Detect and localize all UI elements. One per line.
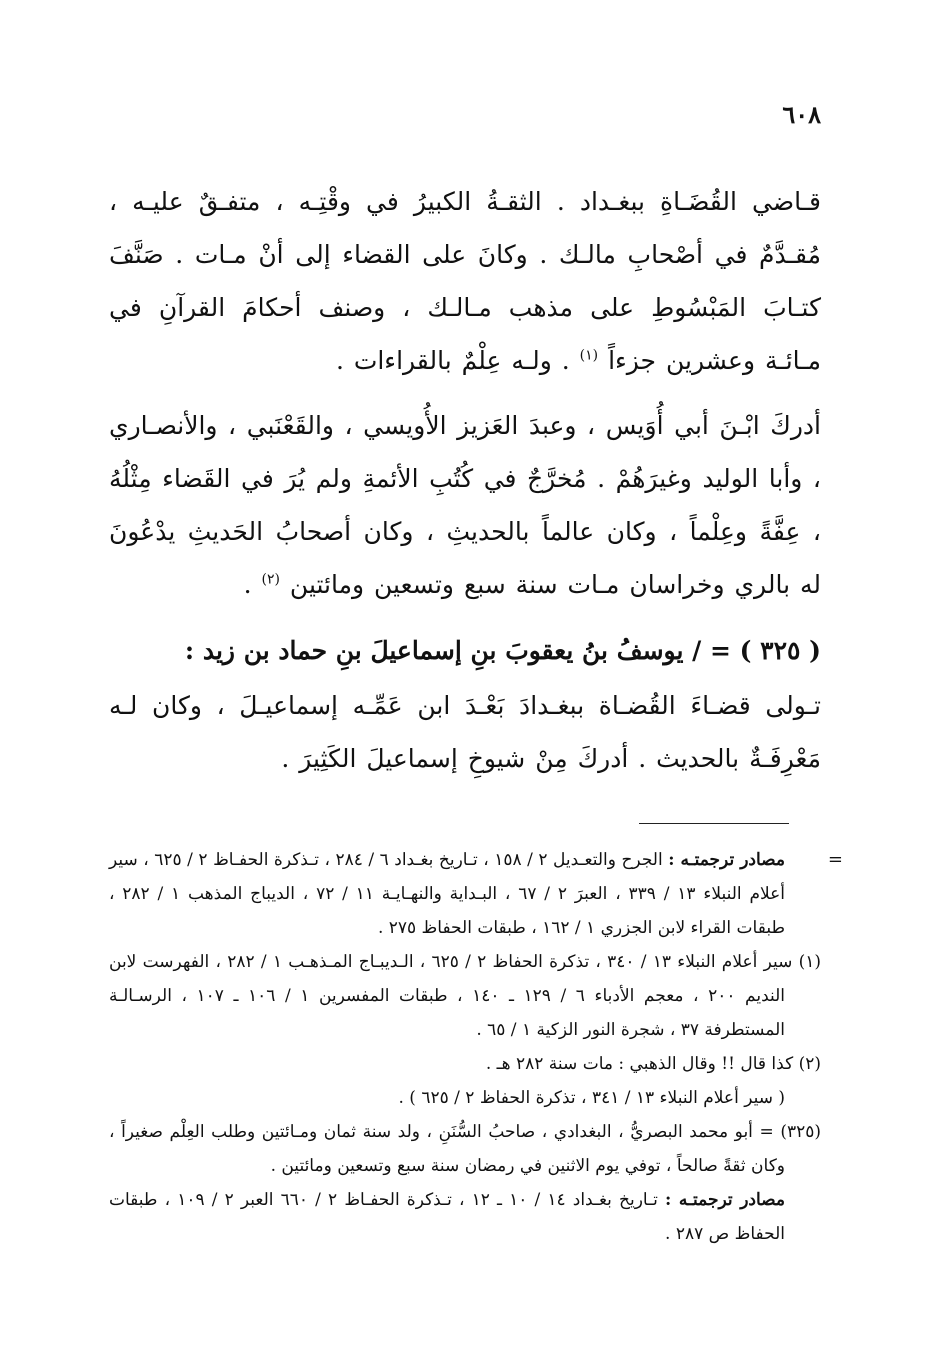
continuation-mark: = (827, 849, 843, 870)
footnote-1 (109, 945, 821, 1047)
footnotes (109, 843, 843, 1251)
paragraph-text: قـاضي القُضَـاةِ ببغـداد . الثقـةُ الكبيرُ في وقْتِـه ، متفـقٌ عليـه ، مُقـدَّمٌ في أصْحابِ مالـك . وكانَ على القضاء إلى أنْ مـات . صَنَّفَ كتـابَ المَبْسُوطِ على مذهب مـالـك ، وصنف أحكامَ القرآنِ في مـائـة وعشرين جزءاً (109, 187, 821, 375)
sources-label: مصادر ترجمتـه : (664, 1190, 786, 1210)
footnote-text: كذا قال !! وقال الذهبي : مات سنة ٢٨٢ هـ . (485, 1054, 799, 1074)
sources-text: الجرح والتعـديل ٢ / ١٥٨ ، تـاريخ بغـداد ٦ / ٢٨٤ ، تـذكرة الحفـاظ ٢ / ٦٢٥ ، سير أعلام النبلاء ١٣ / ٣٣٩ ، العبرَ ٢ / ٦٧ ، البـداية والنهـايـة ١١ / ٧٢ ، الديباج المذهب ١ / ٢٨٢ ، طبقات القراء لابن الجزري ١ / ١٦٢ ، طبقات الحفاظ ٢٧٥ . (109, 850, 785, 938)
paragraph-biography-continued (109, 175, 821, 387)
footnote-text: سير أعلام النبلاء ١٣ / ٣٤٠ ، تذكرة الحفاظ ٢ / ٦٢٥ ، الـديبـاج المـذهـب ١ / ٢٨٢ ، الفهرست لابن النديم ٢٠٠ ، معجم الأدباء ٦ / ١٢٩ ـ ١٤٠ ، طبقات المفسرين ١ / ١٠٦ ـ ١٠٧ ، الرسـالـة المستطرفة ٣٧ ، شجرة النور الزكية ١ / ٦٥ . (109, 952, 799, 1040)
paragraph-text-end: . ولـه عِلْمٌ بالقراءات . (335, 346, 570, 375)
footnote-325 (109, 1115, 821, 1183)
page-number: ٦٠٨ (782, 100, 821, 129)
footnote-marker: (١) (798, 952, 821, 972)
footnote-marker: (٣٢٥) (780, 1122, 821, 1142)
paragraph-text-end: . (243, 570, 252, 599)
paragraph-teachers (109, 399, 821, 611)
paragraph-entry-325: تـولى قضـاءَ القُضـاة ببغـدادَ بَعْـدَ ابن عَمِّـه إسماعيـلَ ، وكان لـه مَعْرِفَـةٌ بالحديث . أدركَ مِنْ شيوخِ إسماعيلَ الكَثِيرَ . (109, 691, 821, 773)
sources-text: تـاريخ بغـداد ١٤ / ١٠ ـ ١٢ ، تـذكرة الحفـاظ ٢ / ٦٦٠ العبر ٢ / ١٠٩ ، طبقات الحفاظ ص ٢٨٧ . (109, 1190, 785, 1244)
footnote-marker: (٢) (798, 1054, 821, 1074)
footnote-text: = أبو محمد البصريُّ ، البغدادي ، صاحبُ السُّنَنِ ، ولد سنة ثمان ومـائتين وطلب العِلْم صغيراً ، وكان ثقةً صالحاً ، توفي يوم الاثنين في رمضان سنة سبع وتسعين ومائتين . (109, 1122, 785, 1176)
entry-heading-325: ( ٣٢٥ ) = / يوسفُ بنُ يعقوبَ بنِ إسماعيلَ بنِ حماد بن زيد : (184, 636, 821, 665)
main-text (109, 175, 821, 785)
footnote-2-sources: ( سير أعلام النبلاء ١٣ / ٣٤١ ، تذكرة الحفاظ ٢ / ٦٢٥ ) . (398, 1088, 785, 1108)
paragraph-text: أدركَ ابْـنَ أبي أُوَيس ، وعبدَ العَزيز الأُويسي ، والقَعْنَبي ، والأنصـاري ، وأبا الوليد وغيرَهُمْ . مُخرَّجٌ في كُتُبِ الأئمةِ ولم يُرَ في القَضاء مِثْلُهُ ، عِفَّةً وعِلْماً ، وكان عالماً بالحديثِ ، وكان أصحابُ الحَديثِ يدْعُونَ له بالري وخراسان مـات سنة سبع وتسعين ومائتين (109, 411, 821, 599)
footnote-ref-2[interactable]: (٢) (261, 571, 280, 588)
footnote-sources-1 (109, 843, 843, 945)
footnote-2 (109, 1047, 821, 1081)
footnote-sources-2 (109, 1183, 821, 1251)
footnote-divider (639, 823, 789, 824)
sources-label: مصادر ترجمتـه : (668, 850, 785, 870)
footnote-ref-1[interactable]: (١) (579, 347, 599, 364)
